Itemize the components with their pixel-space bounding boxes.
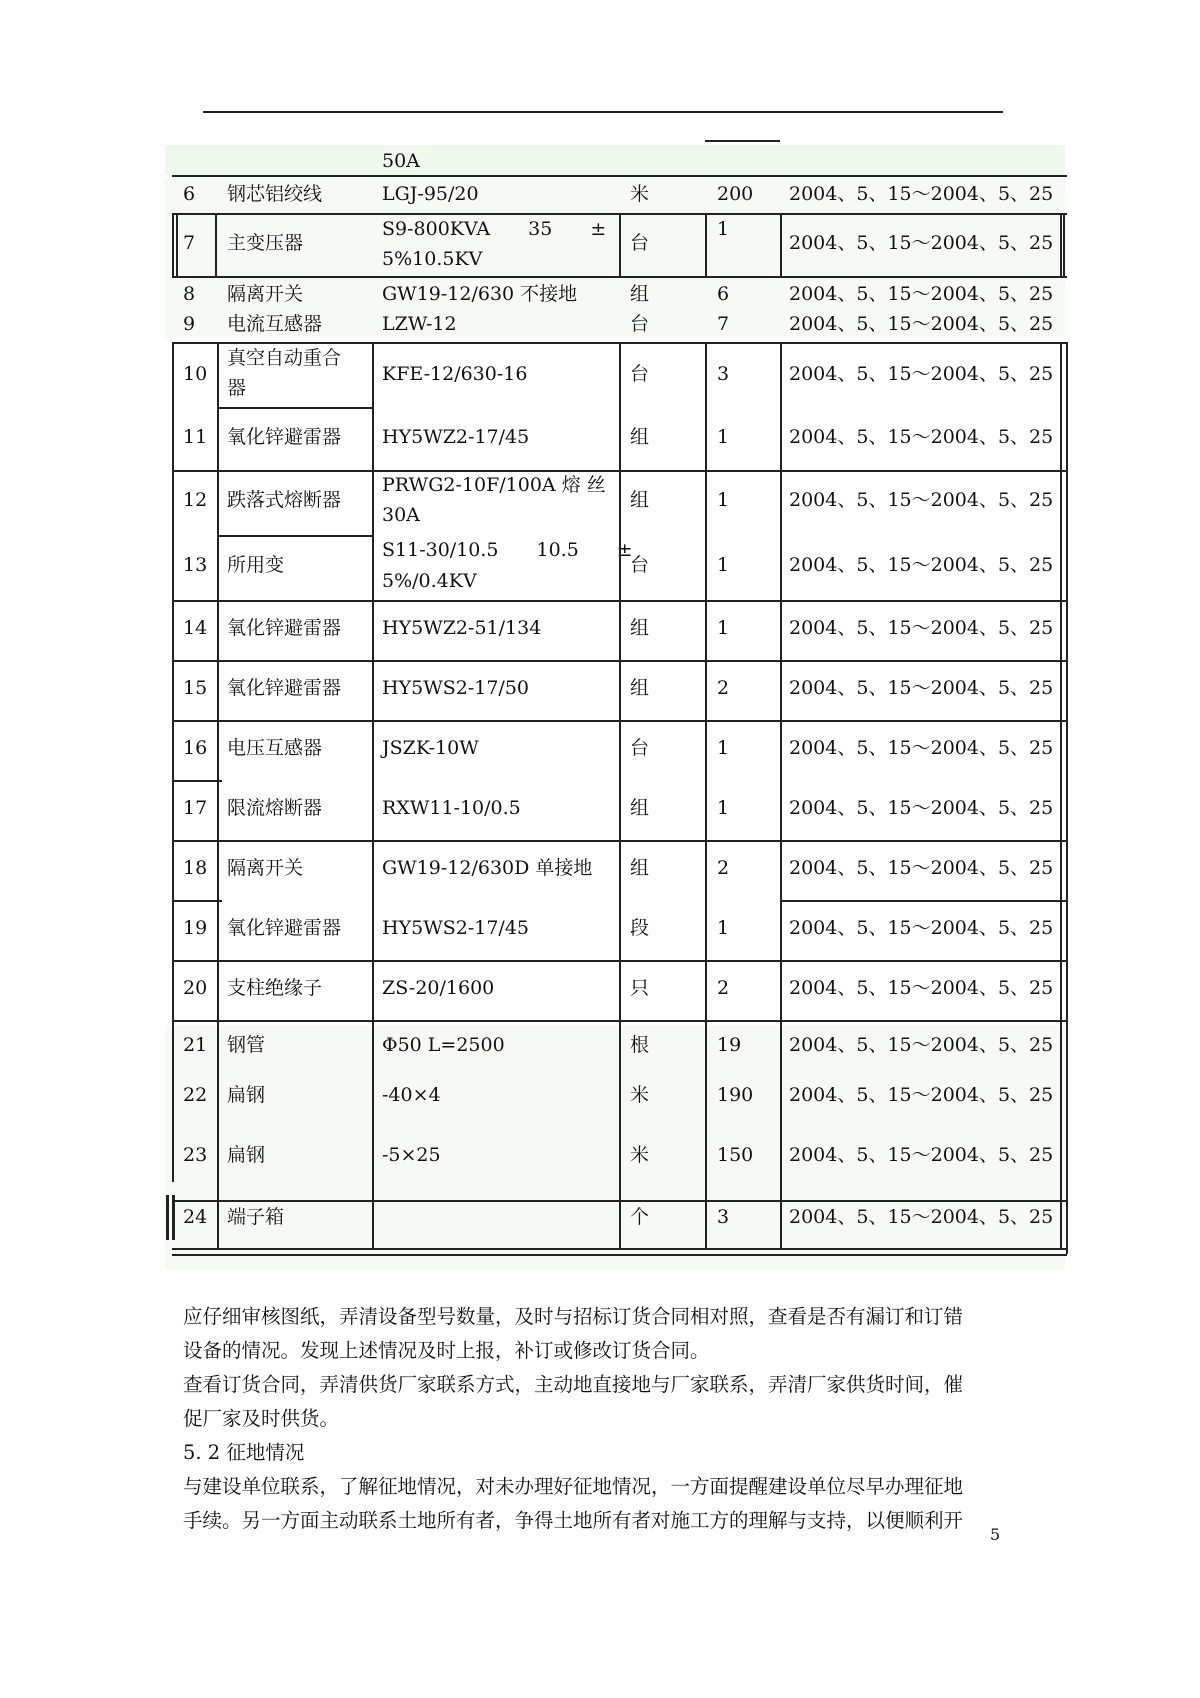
table-cell-name: 扁钢 xyxy=(227,1084,266,1106)
table-cell-qty: 1 xyxy=(717,737,730,759)
table-cell-no: 21 xyxy=(183,1034,208,1056)
table-cell-qty: 2 xyxy=(717,857,730,879)
table-cell-spec: JSZK-10W xyxy=(382,737,479,759)
table-cell-qty: 1 xyxy=(717,797,730,819)
table-cell-no: 13 xyxy=(183,554,208,576)
col-rule xyxy=(1060,213,1062,276)
row-rule xyxy=(172,276,1067,278)
table-cell-no: 23 xyxy=(183,1144,208,1166)
table-cell-name: 器 xyxy=(227,377,247,399)
row-rule xyxy=(217,535,372,537)
row-rule xyxy=(172,900,222,902)
table-bottom-rule xyxy=(172,1248,1067,1250)
table-cell-spec: 5%/0.4KV xyxy=(382,570,477,592)
table-cell-period: 2004、5、15～2004、5、25 xyxy=(789,313,1054,335)
table-cell-spec: RXW11-10/0.5 xyxy=(382,797,521,819)
table-cell-name: 电压互感器 xyxy=(227,737,323,759)
col-rule xyxy=(372,342,374,1248)
table-cell-unit: 组 xyxy=(630,617,650,639)
row-rule xyxy=(172,780,222,782)
table-cell-unit: 台 xyxy=(630,313,650,335)
table-cell-period: 2004、5、15～2004、5、25 xyxy=(789,232,1054,254)
table-cell-no: 14 xyxy=(183,617,208,639)
table-cell-unit: 组 xyxy=(630,857,650,879)
table-cell-no: 22 xyxy=(183,1084,208,1106)
table-cell-name: 扁钢 xyxy=(227,1144,266,1166)
table-cell-no: 15 xyxy=(183,677,208,699)
table-cell-name: 隔离开关 xyxy=(227,857,304,879)
table-cell-spec: HY5WZ2-17/45 xyxy=(382,426,530,448)
table-cell-name: 氧化锌避雷器 xyxy=(227,426,342,448)
table-cell-name: 氧化锌避雷器 xyxy=(227,617,342,639)
table-cell-unit: 个 xyxy=(630,1206,650,1228)
table-cell-qty: 2 xyxy=(717,677,730,699)
col-rule xyxy=(1060,342,1062,1248)
table-cell-no: 9 xyxy=(183,313,196,335)
table-cell-spec: ZS-20/1600 xyxy=(382,977,495,999)
section-heading: 5. 2 征地情况 xyxy=(183,1441,305,1464)
table-cell-unit: 台 xyxy=(630,554,650,576)
table-cell-period: 2004、5、15～2004、5、25 xyxy=(789,554,1054,576)
table-cell-spec: 5%10.5KV xyxy=(382,248,483,270)
col-rule xyxy=(705,342,707,1248)
table-cell-name: 隔离开关 xyxy=(227,283,304,305)
table-cell-qty: 1 xyxy=(717,917,730,939)
table-cell-qty: 7 xyxy=(717,313,730,335)
table-cell-period: 2004、5、15～2004、5、25 xyxy=(789,857,1054,879)
table-cell-spec: Φ50 L=2500 xyxy=(382,1034,505,1056)
table-cell-spec: S11-30/10.5 10.5 ± xyxy=(382,539,633,561)
col-rule xyxy=(172,342,174,1182)
table-cell-unit: 台 xyxy=(630,363,650,385)
table-cell-no: 11 xyxy=(183,426,208,448)
table-cell-unit: 米 xyxy=(630,1144,650,1166)
table-cell-no: 6 xyxy=(183,183,196,205)
col-rule xyxy=(176,213,178,276)
col-rule xyxy=(780,342,782,1248)
table-cell-qty: 150 xyxy=(717,1144,754,1166)
table-cell-qty: 1 xyxy=(717,218,730,240)
table-cell-no: 12 xyxy=(183,489,208,511)
table-cell-no: 18 xyxy=(183,857,208,879)
table-cell-spec: HY5WZ2-51/134 xyxy=(382,617,542,639)
table-cell-qty: 200 xyxy=(717,183,754,205)
table-cell-unit: 台 xyxy=(630,232,650,254)
table-cell-spec: S9-800KVA 35 ± xyxy=(382,218,607,240)
table-cell-unit: 组 xyxy=(630,283,650,305)
table-cell-period: 2004、5、15～2004、5、25 xyxy=(789,617,1054,639)
table-cell-unit: 米 xyxy=(630,1084,650,1106)
table-cell-name: 钢芯铝绞线 xyxy=(227,183,323,205)
table-cell-name: 主变压器 xyxy=(227,232,304,254)
table-cell-spec: GW19-12/630D 单接地 xyxy=(382,857,593,879)
table-cell-period: 2004、5、15～2004、5、25 xyxy=(789,283,1054,305)
table-cell-spec: HY5WS2-17/50 xyxy=(382,677,530,699)
table-cell-qty: 3 xyxy=(717,1206,730,1228)
col-rule xyxy=(172,213,174,276)
header-rule xyxy=(203,111,1003,113)
table-cell-spec: HY5WS2-17/45 xyxy=(382,917,530,939)
table-cell-no: 16 xyxy=(183,737,208,759)
table-cell-unit: 台 xyxy=(630,737,650,759)
table-cell-period: 2004、5、15～2004、5、25 xyxy=(789,737,1054,759)
table-cell-qty: 19 xyxy=(717,1034,742,1056)
table-cell-no: 20 xyxy=(183,977,208,999)
table-cell-spec: LZW-12 xyxy=(382,313,457,335)
table-cell-qty: 190 xyxy=(717,1084,754,1106)
table-cell-qty: 1 xyxy=(717,617,730,639)
table-cell-qty: 2 xyxy=(717,977,730,999)
paragraph-line: 促厂家及时供货。 xyxy=(183,1407,340,1430)
row-rule xyxy=(782,900,1067,902)
row-rule xyxy=(217,407,372,409)
col-rule xyxy=(619,213,621,276)
col-rule xyxy=(172,1195,175,1240)
table-cell-period: 2004、5、15～2004、5、25 xyxy=(789,1084,1054,1106)
page-number: 5 xyxy=(990,1525,1001,1544)
table-cell-spec: KFE-12/630-16 xyxy=(382,363,528,385)
table-cell-spec: 30A xyxy=(382,504,420,526)
table-cell-name: 所用变 xyxy=(227,554,285,576)
table-cell-period: 2004、5、15～2004、5、25 xyxy=(789,489,1054,511)
col-rule xyxy=(619,342,621,1248)
table-cell-name: 真空自动重合 xyxy=(227,347,342,369)
table-cell-qty: 1 xyxy=(717,554,730,576)
table-cell-no: 8 xyxy=(183,283,196,305)
row-rule xyxy=(172,175,1067,177)
table-cell-unit: 只 xyxy=(630,977,650,999)
table-cell-spec: LGJ-95/20 xyxy=(382,183,479,205)
table-cell-unit: 组 xyxy=(630,489,650,511)
table-cell-no: 17 xyxy=(183,797,208,819)
col-rule xyxy=(217,342,219,1248)
paragraph-line: 手续。另一方面主动联系土地所有者，争得土地所有者对施工方的理解与支持，以便顺利开 xyxy=(183,1509,964,1532)
table-cell-spec: PRWG2-10F/100A 熔 丝 xyxy=(382,474,606,496)
paragraph-line: 设备的情况。发现上述情况及时上报，补订或修改订货合同。 xyxy=(183,1339,710,1362)
table-cell-spec: GW19-12/630 不接地 xyxy=(382,283,578,305)
table-cell-no: 24 xyxy=(183,1206,208,1228)
table-cell-period: 2004、5、15～2004、5、25 xyxy=(789,1206,1054,1228)
table-cell-unit: 组 xyxy=(630,677,650,699)
tint-top xyxy=(165,145,1065,175)
table-cell-period: 2004、5、15～2004、5、25 xyxy=(789,917,1054,939)
table-cell-period: 2004、5、15～2004、5、25 xyxy=(789,977,1054,999)
col-rule xyxy=(780,213,782,276)
table-cell-name: 支柱绝缘子 xyxy=(227,977,323,999)
table-cell-unit: 组 xyxy=(630,797,650,819)
table-cell-period: 2004、5、15～2004、5、25 xyxy=(789,1034,1054,1056)
table-cell-name: 氧化锌避雷器 xyxy=(227,917,342,939)
table-cell-name: 端子箱 xyxy=(227,1206,285,1228)
table-cell-period: 2004、5、15～2004、5、25 xyxy=(789,1144,1054,1166)
table-cell-no: 10 xyxy=(183,363,208,385)
table-cell-no: 19 xyxy=(183,917,208,939)
table-cell-qty: 3 xyxy=(717,363,730,385)
col-rule xyxy=(166,1195,169,1240)
paragraph-line: 查看订货合同，弄清供货厂家联系方式，主动地直接地与厂家联系，弄清厂家供货时间，催 xyxy=(183,1373,964,1396)
table-cell-qty: 1 xyxy=(717,426,730,448)
table-cell-name: 氧化锌避雷器 xyxy=(227,677,342,699)
table-cell-unit: 段 xyxy=(630,917,650,939)
table-cell-unit: 组 xyxy=(630,426,650,448)
paragraph-line: 应仔细审核图纸，弄清设备型号数量，及时与招标订货合同相对照，查看是否有漏订和订错 xyxy=(183,1305,964,1328)
table-cell-period: 2004、5、15～2004、5、25 xyxy=(789,797,1054,819)
table-cell-unit: 米 xyxy=(630,183,650,205)
table-bottom-rule-outer xyxy=(172,1254,1067,1256)
table-cell-spec: -40×4 xyxy=(382,1084,441,1106)
table-cell-name: 电流互感器 xyxy=(227,313,323,335)
table-cell-spec: -5×25 xyxy=(382,1144,441,1166)
table-cell-qty: 1 xyxy=(717,489,730,511)
table-cell-period: 2004、5、15～2004、5、25 xyxy=(789,426,1054,448)
table-cell-name: 钢管 xyxy=(227,1034,266,1056)
table-cell-no: 7 xyxy=(183,232,196,254)
col-rule xyxy=(705,213,707,276)
table-cell-period: 2004、5、15～2004、5、25 xyxy=(789,677,1054,699)
table-cell-period: 2004、5、15～2004、5、25 xyxy=(789,183,1054,205)
header-underline-fragment xyxy=(705,140,780,142)
table-cell-name: 跌落式熔断器 xyxy=(227,489,342,511)
table-cell-name: 限流熔断器 xyxy=(227,797,323,819)
col-rule xyxy=(1066,342,1068,1254)
table-cell-period: 2004、5、15～2004、5、25 xyxy=(789,363,1054,385)
paragraph-line: 与建设单位联系，了解征地情况，对未办理好征地情况，一方面提醒建设单位尽早办理征地 xyxy=(183,1475,964,1498)
col-rule xyxy=(1063,213,1065,276)
col-rule xyxy=(215,213,217,276)
table-cell-spec-continued: 50A xyxy=(382,150,420,172)
table-cell-unit: 根 xyxy=(630,1034,650,1056)
table-cell-qty: 6 xyxy=(717,283,730,305)
